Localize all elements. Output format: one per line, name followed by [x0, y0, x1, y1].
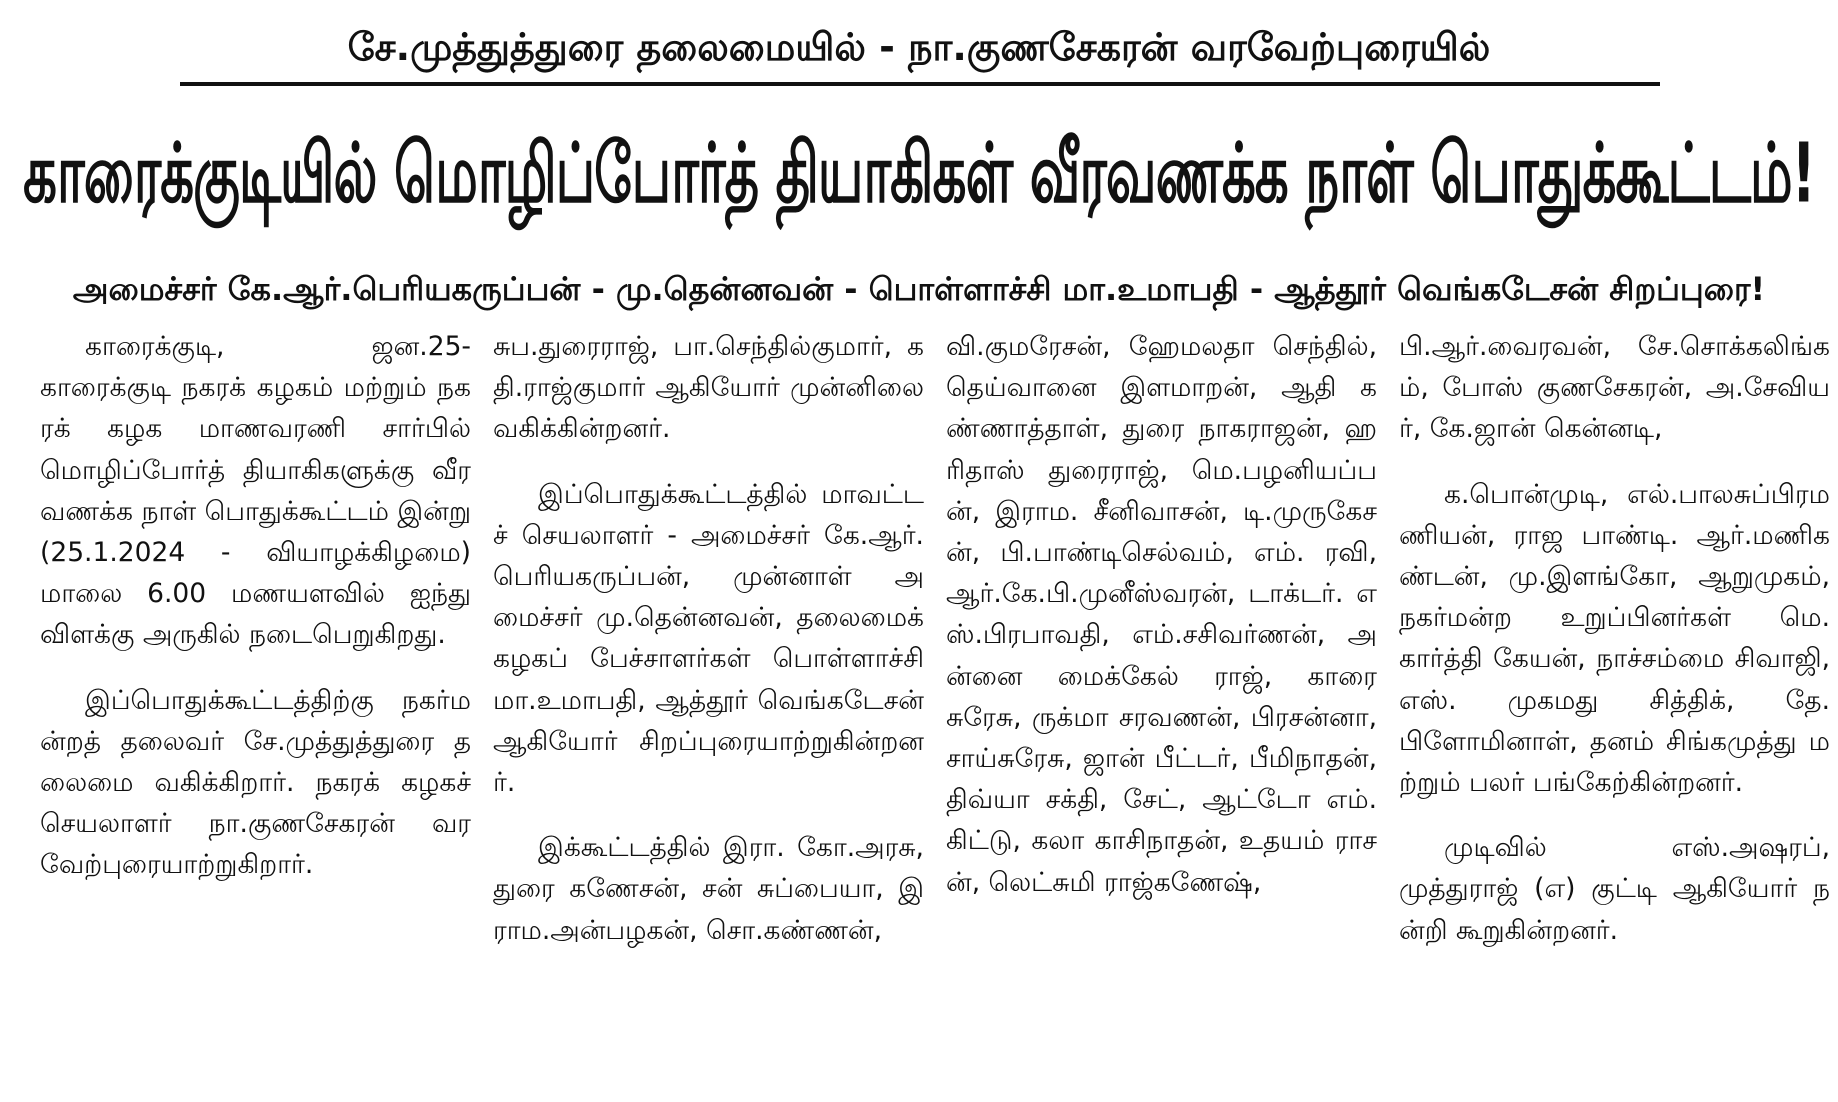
article-column-1	[40, 326, 471, 1096]
article-column-2	[493, 326, 924, 1096]
paragraph: வி.குமரேசன், ஹேமலதா செந்தில், தெய்வானை இளமாறன், ஆதி கண்ணாத்தாள், துரை நாகராஜன், ஹரிதாஸ் துரைராஜ், மெ.பழனியப்பன், இராம. சீனிவாசன், டி.முருகேசன், பி.பாண்டிசெல்வம், எம். ரவி, ஆர்.கே.பி.முனீஸ்வரன், டாக்டர். எஸ்.பிரபாவதி, எம்.சசிவர்ணன், அன்னை மைக்கேல் ராஜ், காரை சுரேசு, ருக்மா சரவணன், பிரசன்னா, சாய்சுரேசு, ஜான் பீட்டர், பீமிநாதன், திவ்யா சக்தி, சேட், ஆட்டோ எம்.கிட்டு, கலா காசிநாதன், உதயம் ராசன், லெட்சுமி ராஜ்கணேஷ்,	[946, 331, 1377, 898]
paragraph: காரைக்குடி, ஜன.25- காரைக்குடி நகரக் கழகம் மற்றும் நகரக் கழக மாணவரணி சார்பில் மொழிப்போர்த் தியாகிகளுக்கு வீரவணக்க நாள் பொதுக்கூட்டம் இன்று (25.1.2024 - வியாழக்கிழமை) மாலை 6.00 மணயளவில் ஐந்து விளக்கு அருகில் நடைபெறுகிறது.	[40, 331, 471, 651]
paragraph: முடிவில் எஸ்.அஷரப், முத்துராஜ் (எ) குட்டி ஆகியோர் நன்றி கூறுகின்றனர்.	[1399, 832, 1830, 946]
article-kicker: சே.முத்துத்துரை தலைமையில் - நா.குணசேகரன் வரவேற்புரையில்	[347, 25, 1491, 69]
article-column-3	[946, 326, 1377, 1096]
paragraph: இப்பொதுக்கூட்டத்திற்கு நகர்மன்றத் தலைவர் சே.முத்துத்துரை தலைமை வகிக்கிறார். நகரக் கழகச் செயலாளர் நா.குணசேகரன் வரவேற்புரையாற்றுகிறார்.	[40, 684, 471, 881]
article-headline: காரைக்குடியில் மொழிப்போர்த் தியாகிகள் வீரவணக்க நாள் பொதுக்கூட்டம்!	[23, 126, 1815, 222]
article-body	[40, 326, 1830, 1096]
article-subheadline: அமைச்சர் கே.ஆர்.பெரியகருப்பன் - மு.தென்னவன் - பொள்ளாச்சி மா.உமாபதி - ஆத்தூர் வெங்கடேசன் சிறப்புரை!	[72, 270, 1766, 308]
article-column-4	[1399, 326, 1830, 1096]
paragraph: பி.ஆர்.வைரவன், சே.சொக்கலிங்கம், போஸ் குணசேகரன், அ.சேவியர், கே.ஜான் கென்னடி,	[1399, 331, 1830, 445]
paragraph: இப்பொதுக்கூட்டத்தில் மாவட்டச் செயலாளர் - அமைச்சர் கே.ஆர்.பெரியகருப்பன், முன்னாள் அமைச்சர் மு.தென்னவன், தலைமைக் கழகப் பேச்சாளர்கள் பொள்ளாச்சி மா.உமாபதி, ஆத்தூர் வெங்கடேசன் ஆகியோர் சிறப்புரையாற்றுகின்றனர்.	[493, 478, 924, 799]
paragraph: இக்கூட்டத்தில் இரா. கோ.அரசு, துரை கணேசன், சன் சுப்பையா, இராம.அன்பழகன், சொ.கண்ணன்,	[493, 832, 924, 946]
paragraph: க.பொன்முடி, எல்.பாலசுப்பிரமணியன், ராஜ பாண்டி. ஆர்.மணிகண்டன், மு.இளங்கோ, ஆறுமுகம், நகர்மன்ற உறுப்பினர்கள் மெ.கார்த்தி கேயன், நாச்சம்மை சிவாஜி, எஸ். முகமது சித்திக், தே.பிளோமினாள், தனம் சிங்கமுத்து மற்றும் பலர் பங்கேற்கின்றனர்.	[1399, 478, 1830, 799]
paragraph: சுப.துரைராஜ், பா.செந்தில்குமார், கதி.ராஜ்குமார் ஆகியோர் முன்னிலை வகிக்கின்றனர்.	[493, 331, 924, 445]
